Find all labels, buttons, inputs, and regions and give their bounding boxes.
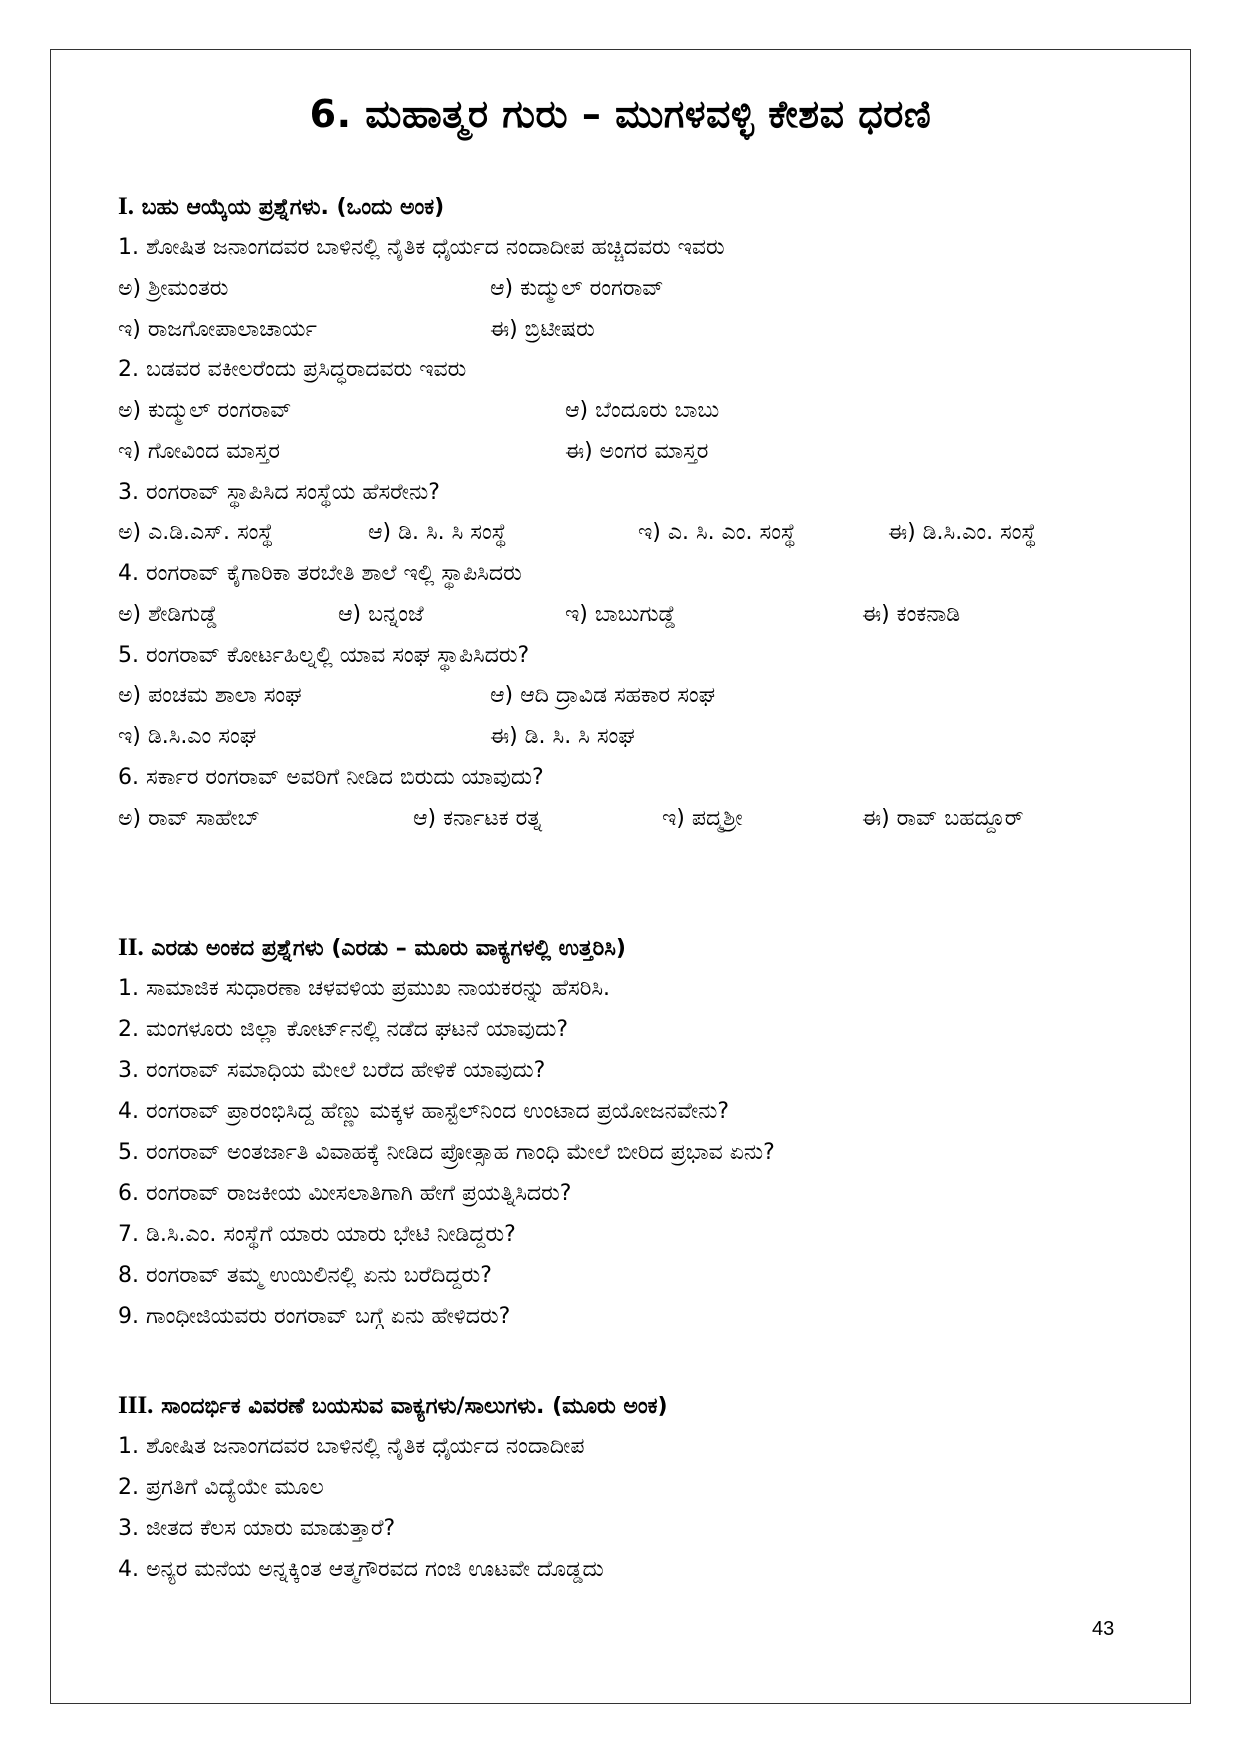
short-answer-9: 9. ಗಾಂಧೀಜಿಯವರು ರಂಗರಾವ್ ಬಗ್ಗೆ ಏನು ಹೇಳಿದರು? [118,1304,511,1329]
short-answer-4: 4. ರಂಗರಾವ್ ಪ್ರಾರಂಭಿಸಿದ್ದ ಹೆಣ್ಣು ಮಕ್ಕಳ ಹಾಸ್ಟೆಲ್‌ನಿಂದ ಉಂಟಾದ ಪ್ರಯೋಜನವೇನು? [118,1099,730,1124]
mcq-3-option-c: ಇ) ಎ. ಸಿ. ಎಂ. ಸಂಸ್ಥೆ [638,520,796,545]
section-2-title: ಎರಡು ಅಂಕದ ಪ್ರಶ್ನೆಗಳು (ಎರಡು – ಮೂರು ವಾಕ್ಯಗಳಲ್ಲಿ ಉತ್ತರಿಸಿ) [151,936,626,961]
mcq-6-question: 6. ಸರ್ಕಾರ ರಂಗರಾವ್ ಅವರಿಗೆ ನೀಡಿದ ಬಿರುದು ಯಾವುದು? [118,765,544,790]
mcq-6-option-a: ಅ) ರಾವ್ ಸಾಹೇಬ್ [118,806,260,831]
mcq-4-option-a: ಅ) ಶೇಡಿಗುಡ್ಡೆ [118,602,218,627]
mcq-1-option-c: ಇ) ರಾಜಗೋಪಾಲಾಚಾರ್ಯ [118,317,317,342]
mcq-5-question: 5. ರಂಗರಾವ್ ಕೋರ್ಟಹಿಲ್ನಲ್ಲಿ ಯಾವ ಸಂಘ ಸ್ಥಾಪಿಸಿದರು? [118,643,530,668]
short-answer-2: 2. ಮಂಗಳೂರು ಜಿಲ್ಲಾ ಕೋರ್ಟ್‌ನಲ್ಲಿ ನಡೆದ ಘಟನೆ ಯಾವುದು? [118,1017,568,1042]
mcq-6-option-b: ಆ) ಕರ್ನಾಟಕ ರತ್ನ [413,806,542,831]
mcq-3-question: 3. ರಂಗರಾವ್ ಸ್ಥಾಪಿಸಿದ ಸಂಸ್ಥೆಯ ಹೆಸರೇನು? [118,480,440,505]
section-3-title: ಸಾಂದರ್ಭಿಕ ವಿವರಣೆ ಬಯಸುವ ವಾಕ್ಯಗಳು/ಸಾಲುಗಳು. (ಮೂರು ಅಂಕ) [161,1394,668,1419]
page-title: 6. ಮಹಾತ್ಮರ ಗುರು – ಮುಗಳವಳ್ಳಿ ಕೇಶವ ಧರಣಿ [309,92,932,136]
section-1-numeral: I. [118,193,134,220]
mcq-4-option-d: ಈ) ಕಂಕನಾಡಿ [862,602,961,627]
mcq-5-option-c: ಇ) ಡಿ.ಸಿ.ಎಂ ಸಂಘ [118,724,257,749]
mcq-1-option-b: ಆ) ಕುದ್ಮುಲ್ ರಂಗರಾವ್ [490,276,664,301]
short-answer-1: 1. ಸಾಮಾಜಿಕ ಸುಧಾರಣಾ ಚಳವಳಿಯ ಪ್ರಮುಖ ನಾಯಕರನ್ನು ಹೆಸರಿಸಿ. [118,976,611,1001]
mcq-4-option-c: ಇ) ಬಾಬುಗುಡ್ಡೆ [565,602,676,627]
page-number: 43 [1092,1618,1115,1640]
short-answer-5: 5. ರಂಗರಾವ್ ಅಂತರ್ಜಾತಿ ವಿವಾಹಕ್ಕೆ ನೀಡಿದ ಪ್ರೋತ್ಸಾಹ ಗಾಂಧಿ ಮೇಲೆ ಬೀರಿದ ಪ್ರಭಾವ ಏನು? [118,1140,775,1165]
section-1-heading [118,192,444,223]
mcq-5-option-a: ಅ) ಪಂಚಮ ಶಾಲಾ ಸಂಘ [118,683,302,708]
mcq-6-option-d: ಈ) ರಾವ್ ಬಹದ್ದೂರ್ [862,806,1024,831]
mcq-1-question: 1. ಶೋಷಿತ ಜನಾಂಗದವರ ಬಾಳಿನಲ್ಲಿ ನೈತಿಕ ಧೈರ್ಯದ ನಂದಾದೀಪ ಹಚ್ಚಿದವರು ಇವರು [118,235,725,260]
short-answer-8: 8. ರಂಗರಾವ್ ತಮ್ಮ ಉಯಿಲಿನಲ್ಲಿ ಏನು ಬರೆದಿದ್ದರು? [118,1263,492,1288]
section-2-numeral: II. [118,934,144,961]
mcq-5-option-d: ಈ) ಡಿ. ಸಿ. ಸಿ ಸಂಘ [490,724,635,749]
mcq-1-option-a: ಅ) ಶ್ರೀಮಂತರು [118,276,229,301]
short-answer-3: 3. ರಂಗರಾವ್ ಸಮಾಧಿಯ ಮೇಲೆ ಬರೆದ ಹೇಳಿಕೆ ಯಾವುದು? [118,1058,546,1083]
mcq-5-option-b: ಆ) ಆದಿ ದ್ರಾವಿಡ ಸಹಕಾರ ಸಂಘ [490,683,716,708]
mcq-2-option-d: ಈ) ಅಂಗರ ಮಾಸ್ತರ [565,439,709,464]
section-2-heading [118,933,626,964]
mcq-3-option-d: ಈ) ಡಿ.ಸಿ.ಎಂ. ಸಂಸ್ಥೆ [888,520,1037,545]
mcq-1-option-d: ಈ) ಬ್ರಿಟೀಷರು [490,317,595,342]
section-3-heading [118,1391,668,1422]
context-line-1: 1. ಶೋಷಿತ ಜನಾಂಗದವರ ಬಾಳಿನಲ್ಲಿ ನೈತಿಕ ಧೈರ್ಯದ ನಂದಾದೀಪ [118,1434,585,1459]
section-3-numeral: III. [118,1392,154,1419]
context-line-4: 4. ಅನ್ಯರ ಮನೆಯ ಅನ್ನಕ್ಕಿಂತ ಆತ್ಮಗೌರವದ ಗಂಜಿ ಊಟವೇ ದೊಡ್ಡದು [118,1557,604,1582]
mcq-3-option-a: ಅ) ಎ.ಡಿ.ಎಸ್. ಸಂಸ್ಥೆ [118,520,274,545]
mcq-6-option-c: ಇ) ಪದ್ಮಶ್ರೀ [662,806,743,831]
mcq-2-question: 2. ಬಡವರ ವಕೀಲರೆಂದು ಪ್ರಸಿದ್ಧರಾದವರು ಇವರು [118,357,467,382]
mcq-4-question: 4. ರಂಗರಾವ್ ಕೈಗಾರಿಕಾ ತರಬೇತಿ ಶಾಲೆ ಇಲ್ಲಿ ಸ್ಥಾಪಿಸಿದರು [118,561,522,586]
section-1-title: ಬಹು ಆಯ್ಕೆಯ ಪ್ರಶ್ನೆಗಳು. (ಒಂದು ಅಂಕ) [141,195,445,220]
mcq-3-option-b: ಆ) ಡಿ. ಸಿ. ಸಿ ಸಂಸ್ಥೆ [368,520,507,545]
mcq-2-option-b: ಆ) ಬೆಂದೂರು ಬಾಬು [565,398,720,423]
mcq-2-option-a: ಅ) ಕುದ್ಮುಲ್ ರಂಗರಾವ್ [118,398,292,423]
context-line-3: 3. ಜೀತದ ಕೆಲಸ ಯಾರು ಮಾಡುತ್ತಾರೆ? [118,1516,396,1541]
short-answer-7: 7. ಡಿ.ಸಿ.ಎಂ. ಸಂಸ್ಥೆಗೆ ಯಾರು ಯಾರು ಭೇಟಿ ನೀಡಿದ್ದರು? [118,1222,516,1247]
mcq-4-option-b: ಆ) ಬನ್ನಂಜೆ [338,602,424,627]
short-answer-6: 6. ರಂಗರಾವ್ ರಾಜಕೀಯ ಮೀಸಲಾತಿಗಾಗಿ ಹೇಗೆ ಪ್ರಯತ್ನಿಸಿದರು? [118,1181,572,1206]
context-line-2: 2. ಪ್ರಗತಿಗೆ ವಿದ್ಯೆಯೇ ಮೂಲ [118,1475,324,1500]
mcq-2-option-c: ಇ) ಗೋವಿಂದ ಮಾಸ್ತರ [118,439,281,464]
